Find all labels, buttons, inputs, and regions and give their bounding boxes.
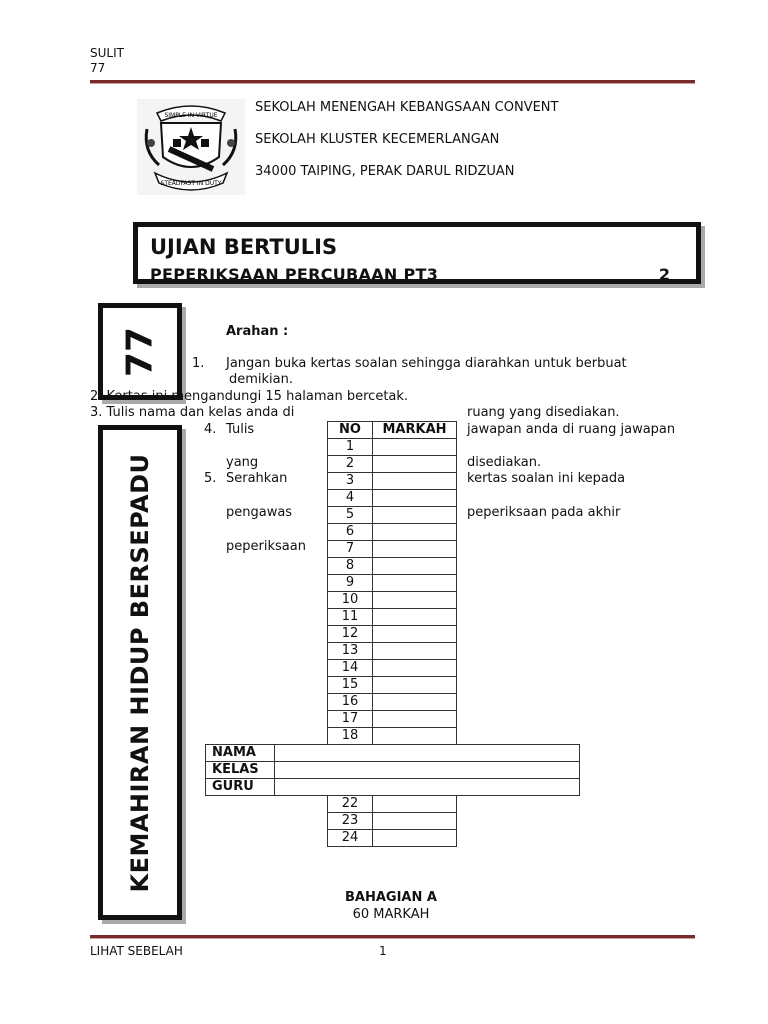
markah-cell[interactable] <box>373 490 457 507</box>
markah-row-number: 11 <box>328 609 373 626</box>
markah-row-number: 23 <box>328 813 373 830</box>
markah-row <box>328 575 457 592</box>
markah-cell[interactable] <box>373 626 457 643</box>
instruction-3-cont: ruang yang disediakan. <box>467 405 620 420</box>
markah-row-number: 17 <box>328 711 373 728</box>
instruction-5-text-3: peperiksaan <box>226 539 306 554</box>
markah-row-number: 13 <box>328 643 373 660</box>
info-row-nama <box>206 745 580 762</box>
markah-row <box>328 660 457 677</box>
markah-cell[interactable] <box>373 439 457 456</box>
markah-row <box>328 626 457 643</box>
markah-row <box>328 456 457 473</box>
markah-cell[interactable] <box>373 507 457 524</box>
instruction-5-text: Serahkan <box>226 471 288 486</box>
markah-cell[interactable] <box>373 575 457 592</box>
markah-row <box>328 507 457 524</box>
instruction-1-cont: demikian. <box>229 372 294 387</box>
instruction-1-text: Jangan buka kertas soalan sehingga diarahkan untuk berbuat <box>226 356 627 371</box>
markah-row <box>328 609 457 626</box>
markah-cell[interactable] <box>373 558 457 575</box>
school-cluster: SEKOLAH KLUSTER KECEMERLANGAN <box>255 132 500 147</box>
markah-cell[interactable] <box>373 694 457 711</box>
header-code: 77 <box>90 61 106 75</box>
subject-name-box <box>98 425 182 920</box>
arahan-heading: Arahan : <box>226 324 289 339</box>
instruction-2: 2. Kertas ini mengandungi 15 halaman bercetak. <box>90 389 409 404</box>
markah-cell[interactable] <box>373 456 457 473</box>
exam-title: UJIAN BERTULIS <box>150 235 338 259</box>
markah-row-number: 3 <box>328 473 373 490</box>
markah-row <box>328 643 457 660</box>
instruction-5-text-2: pengawas <box>226 505 293 520</box>
exam-title-box <box>133 222 701 284</box>
header-rule <box>90 80 695 84</box>
markah-cell[interactable] <box>373 609 457 626</box>
subject-code: 77 <box>119 326 161 377</box>
school-crest-logo <box>137 99 245 195</box>
exam-subtitle: PEPERIKSAAN PERCUBAAN PT3 <box>150 265 439 284</box>
markah-row <box>328 439 457 456</box>
instruction-5-cont: kertas soalan ini kepada <box>467 471 626 486</box>
bahagian-title: BAHAGIAN A <box>345 890 437 905</box>
svg-text:STEADFAST IN DUTY: STEADFAST IN DUTY <box>160 180 222 187</box>
markah-cell[interactable] <box>373 830 457 847</box>
svg-text:SIMPLE IN VIRTUE: SIMPLE IN VIRTUE <box>164 112 218 119</box>
markah-row-number: 18 <box>328 728 373 745</box>
markah-row <box>328 711 457 728</box>
info-label-guru: GURU <box>206 779 275 796</box>
markah-row <box>328 490 457 507</box>
kelas-field[interactable] <box>275 762 580 779</box>
header-sulit: SULIT <box>90 46 124 60</box>
markah-row-number: 4 <box>328 490 373 507</box>
markah-row <box>328 728 457 745</box>
footer-lihat-sebelah: LIHAT SEBELAH <box>90 944 183 958</box>
markah-col-markah: MARKAH <box>373 422 457 439</box>
school-address: 34000 TAIPING, PERAK DARUL RIDZUAN <box>255 164 515 179</box>
markah-row <box>328 796 457 813</box>
instruction-4-cont-2: disediakan. <box>467 455 542 470</box>
school-name: SEKOLAH MENENGAH KEBANGSAAN CONVENT <box>255 100 559 115</box>
markah-cell[interactable] <box>373 541 457 558</box>
markah-row-number: 16 <box>328 694 373 711</box>
exam-paper-number: 2 <box>658 265 670 284</box>
markah-row-number: 2 <box>328 456 373 473</box>
markah-col-no: NO <box>328 422 373 439</box>
info-row-kelas <box>206 762 580 779</box>
instruction-4-cont: jawapan anda di ruang jawapan <box>467 422 676 437</box>
info-row-guru <box>206 779 580 796</box>
nama-field[interactable] <box>275 745 580 762</box>
markah-row-number: 1 <box>328 439 373 456</box>
markah-cell[interactable] <box>373 524 457 541</box>
markah-cell[interactable] <box>373 728 457 745</box>
markah-row <box>328 677 457 694</box>
instruction-5-cont-2: peperiksaan pada akhir <box>467 505 621 520</box>
markah-row <box>328 558 457 575</box>
markah-cell[interactable] <box>373 796 457 813</box>
instruction-4-number: 4. <box>204 422 217 437</box>
markah-table-header <box>328 422 457 439</box>
instruction-3-text: 3. Tulis nama dan kelas anda di <box>90 405 295 420</box>
markah-row-number: 22 <box>328 796 373 813</box>
markah-row-number: 9 <box>328 575 373 592</box>
subject-code-box <box>98 303 182 400</box>
markah-row-number: 5 <box>328 507 373 524</box>
markah-cell[interactable] <box>373 813 457 830</box>
markah-row-number: 12 <box>328 626 373 643</box>
instruction-4-text-2: yang <box>226 455 259 470</box>
guru-field[interactable] <box>275 779 580 796</box>
markah-row-number: 7 <box>328 541 373 558</box>
student-info-table <box>205 744 580 796</box>
markah-row <box>328 541 457 558</box>
bahagian-markah: 60 MARKAH <box>352 907 430 922</box>
markah-cell[interactable] <box>373 592 457 609</box>
markah-cell[interactable] <box>373 711 457 728</box>
footer-page-number: 1 <box>379 944 387 958</box>
markah-row-number: 6 <box>328 524 373 541</box>
markah-row <box>328 694 457 711</box>
markah-row <box>328 592 457 609</box>
markah-row <box>328 524 457 541</box>
markah-cell[interactable] <box>373 677 457 694</box>
markah-row-number: 8 <box>328 558 373 575</box>
markah-cell[interactable] <box>373 473 457 490</box>
markah-row-number: 10 <box>328 592 373 609</box>
markah-cell[interactable] <box>373 660 457 677</box>
info-label-nama: NAMA <box>206 745 275 762</box>
markah-row-number: 15 <box>328 677 373 694</box>
subject-name: KEMAHIRAN HIDUP BERSEPADU <box>126 452 154 893</box>
footer-rule <box>90 935 695 939</box>
instruction-1-number: 1. <box>192 356 205 371</box>
markah-row-number: 14 <box>328 660 373 677</box>
markah-row-number: 24 <box>328 830 373 847</box>
markah-row <box>328 473 457 490</box>
markah-cell[interactable] <box>373 643 457 660</box>
instruction-5-number: 5. <box>204 471 217 486</box>
markah-row <box>328 830 457 847</box>
instruction-4-text: Tulis <box>226 422 255 437</box>
markah-row <box>328 813 457 830</box>
info-label-kelas: KELAS <box>206 762 275 779</box>
